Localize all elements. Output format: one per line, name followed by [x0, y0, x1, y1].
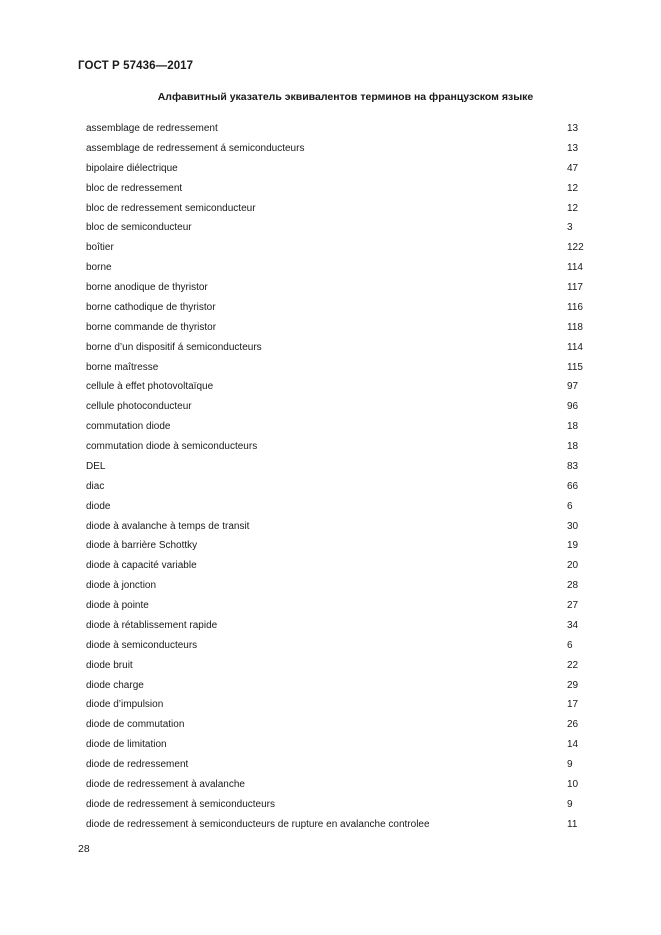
index-row — [86, 755, 586, 775]
index-row — [86, 576, 586, 596]
index-row — [86, 318, 586, 338]
index-term-number: 9 — [567, 759, 573, 770]
index-term: diode à capacité variable — [86, 560, 197, 572]
index-term: diode d’impulsion — [86, 699, 164, 711]
index-term-number: 34 — [567, 619, 579, 631]
index-term-number: 47 — [567, 162, 579, 174]
index-term-number: 26 — [567, 719, 579, 731]
document-header: ГОСТ Р 57436—2017 — [78, 60, 194, 72]
index-term: diode de redressement à avalanche — [86, 778, 245, 790]
index-term: diode de redressement — [86, 759, 189, 770]
index-row — [86, 596, 586, 616]
index-term: diode bruit — [86, 659, 133, 671]
index-term-number: 115 — [567, 361, 583, 373]
index-term-number: 83 — [567, 460, 579, 472]
index-row — [86, 358, 586, 378]
index-row — [86, 238, 586, 258]
index-row — [86, 199, 586, 219]
index-term-number: 66 — [567, 480, 579, 492]
index-term-number: 13 — [567, 123, 579, 134]
index-row — [86, 536, 586, 556]
index-term-number: 27 — [567, 600, 579, 611]
index-term-number: 118 — [567, 321, 583, 333]
index-term: diode à jonction — [86, 580, 157, 592]
index-term: diode de commutation — [86, 719, 185, 731]
index-term: cellule photoconducteur — [86, 401, 192, 413]
index-term-number: 122 — [567, 242, 584, 254]
index-term: diode de redressement à semiconducteurs — [86, 798, 275, 810]
index-row — [86, 497, 586, 517]
index-row — [86, 775, 586, 795]
index-term-number: 114 — [567, 341, 583, 353]
index-row — [86, 695, 586, 715]
page-number: 28 — [78, 843, 90, 855]
index-term-number: 10 — [567, 778, 579, 790]
index-row — [86, 278, 586, 298]
index-term-number: 12 — [567, 202, 579, 214]
index-term-number: 12 — [567, 182, 579, 194]
index-term-number: 3 — [567, 222, 573, 234]
index-term: borne d’un dispositif á semiconducteurs — [86, 341, 262, 353]
index-list — [86, 119, 586, 835]
index-row — [86, 616, 586, 636]
index-term: assemblage de redressement — [86, 123, 218, 134]
index-term: borne — [86, 262, 112, 274]
index-term: borne cathodique de thyristor — [86, 301, 216, 313]
index-term: borne commande de thyristor — [86, 321, 217, 333]
index-term: diode — [86, 500, 111, 512]
index-row — [86, 656, 586, 676]
index-row — [86, 119, 586, 139]
index-term-number: 97 — [567, 381, 579, 393]
index-term: commutation diode — [86, 421, 171, 433]
index-row — [86, 258, 586, 278]
index-row — [86, 477, 586, 497]
index-row — [86, 397, 586, 417]
index-term-number: 11 — [567, 818, 578, 830]
index-term-number: 117 — [567, 282, 583, 293]
index-term-number: 14 — [567, 739, 579, 751]
index-term-number: 28 — [567, 580, 579, 592]
index-term-number: 17 — [567, 699, 579, 711]
index-row — [86, 298, 586, 318]
index-term-number: 6 — [567, 500, 573, 512]
index-term-number: 20 — [567, 560, 579, 572]
index-term: bloc de redressement — [86, 182, 183, 194]
index-term: diode à pointe — [86, 600, 149, 611]
index-term: diode à rétablissement rapide — [86, 619, 218, 631]
index-term: DEL — [86, 460, 106, 472]
index-term: borne anodique de thyristor — [86, 282, 208, 293]
index-term: diode de redressement à semiconducteurs de rupture en avalanche controlee — [86, 818, 430, 830]
index-term: diode de limitation — [86, 739, 167, 751]
index-term-number: 13 — [567, 142, 579, 154]
index-row — [86, 715, 586, 735]
index-term: diode à semiconducteurs — [86, 639, 198, 651]
index-row — [86, 795, 586, 815]
index-term: cellule à effet photovoltaïque — [86, 381, 214, 393]
index-term-number: 6 — [567, 639, 573, 651]
index-term: borne maîtresse — [86, 361, 159, 373]
index-row — [86, 517, 586, 537]
index-term-number: 29 — [567, 679, 579, 691]
index-term-number: 19 — [567, 540, 579, 552]
index-term: boîtier — [86, 242, 114, 254]
index-term-number: 18 — [567, 421, 579, 433]
index-row — [86, 218, 586, 238]
index-term-number: 22 — [567, 659, 579, 671]
index-term-number: 96 — [567, 401, 579, 413]
index-row — [86, 676, 586, 696]
section-title: Алфавитный указатель эквивалентов терминов на французском языке — [157, 91, 534, 103]
index-term-number: 116 — [567, 301, 583, 313]
index-term: assemblage de redressement á semiconducteurs — [86, 142, 305, 154]
index-term: bloc de redressement semiconducteur — [86, 202, 256, 214]
index-term-number: 18 — [567, 441, 579, 452]
index-term-number: 9 — [567, 798, 573, 810]
index-term: bipolaire diélectrique — [86, 162, 178, 174]
index-row — [86, 815, 586, 835]
index-row — [86, 457, 586, 477]
index-row — [86, 139, 586, 159]
index-term: diode à avalanche à temps de transit — [86, 520, 250, 532]
index-row — [86, 417, 586, 437]
index-row — [86, 636, 586, 656]
index-term: diode charge — [86, 679, 144, 691]
index-term: commutation diode à semiconducteurs — [86, 441, 258, 452]
index-term: diac — [86, 480, 105, 492]
index-row — [86, 338, 586, 358]
index-row — [86, 735, 586, 755]
index-term: diode à barrière Schottky — [86, 540, 198, 552]
index-row — [86, 159, 586, 179]
index-row — [86, 556, 586, 576]
index-term-number: 114 — [567, 262, 583, 274]
index-row — [86, 179, 586, 199]
index-row — [86, 377, 586, 397]
index-term: bloc de semiconducteur — [86, 222, 192, 234]
index-row — [86, 437, 586, 457]
index-term-number: 30 — [567, 520, 579, 532]
